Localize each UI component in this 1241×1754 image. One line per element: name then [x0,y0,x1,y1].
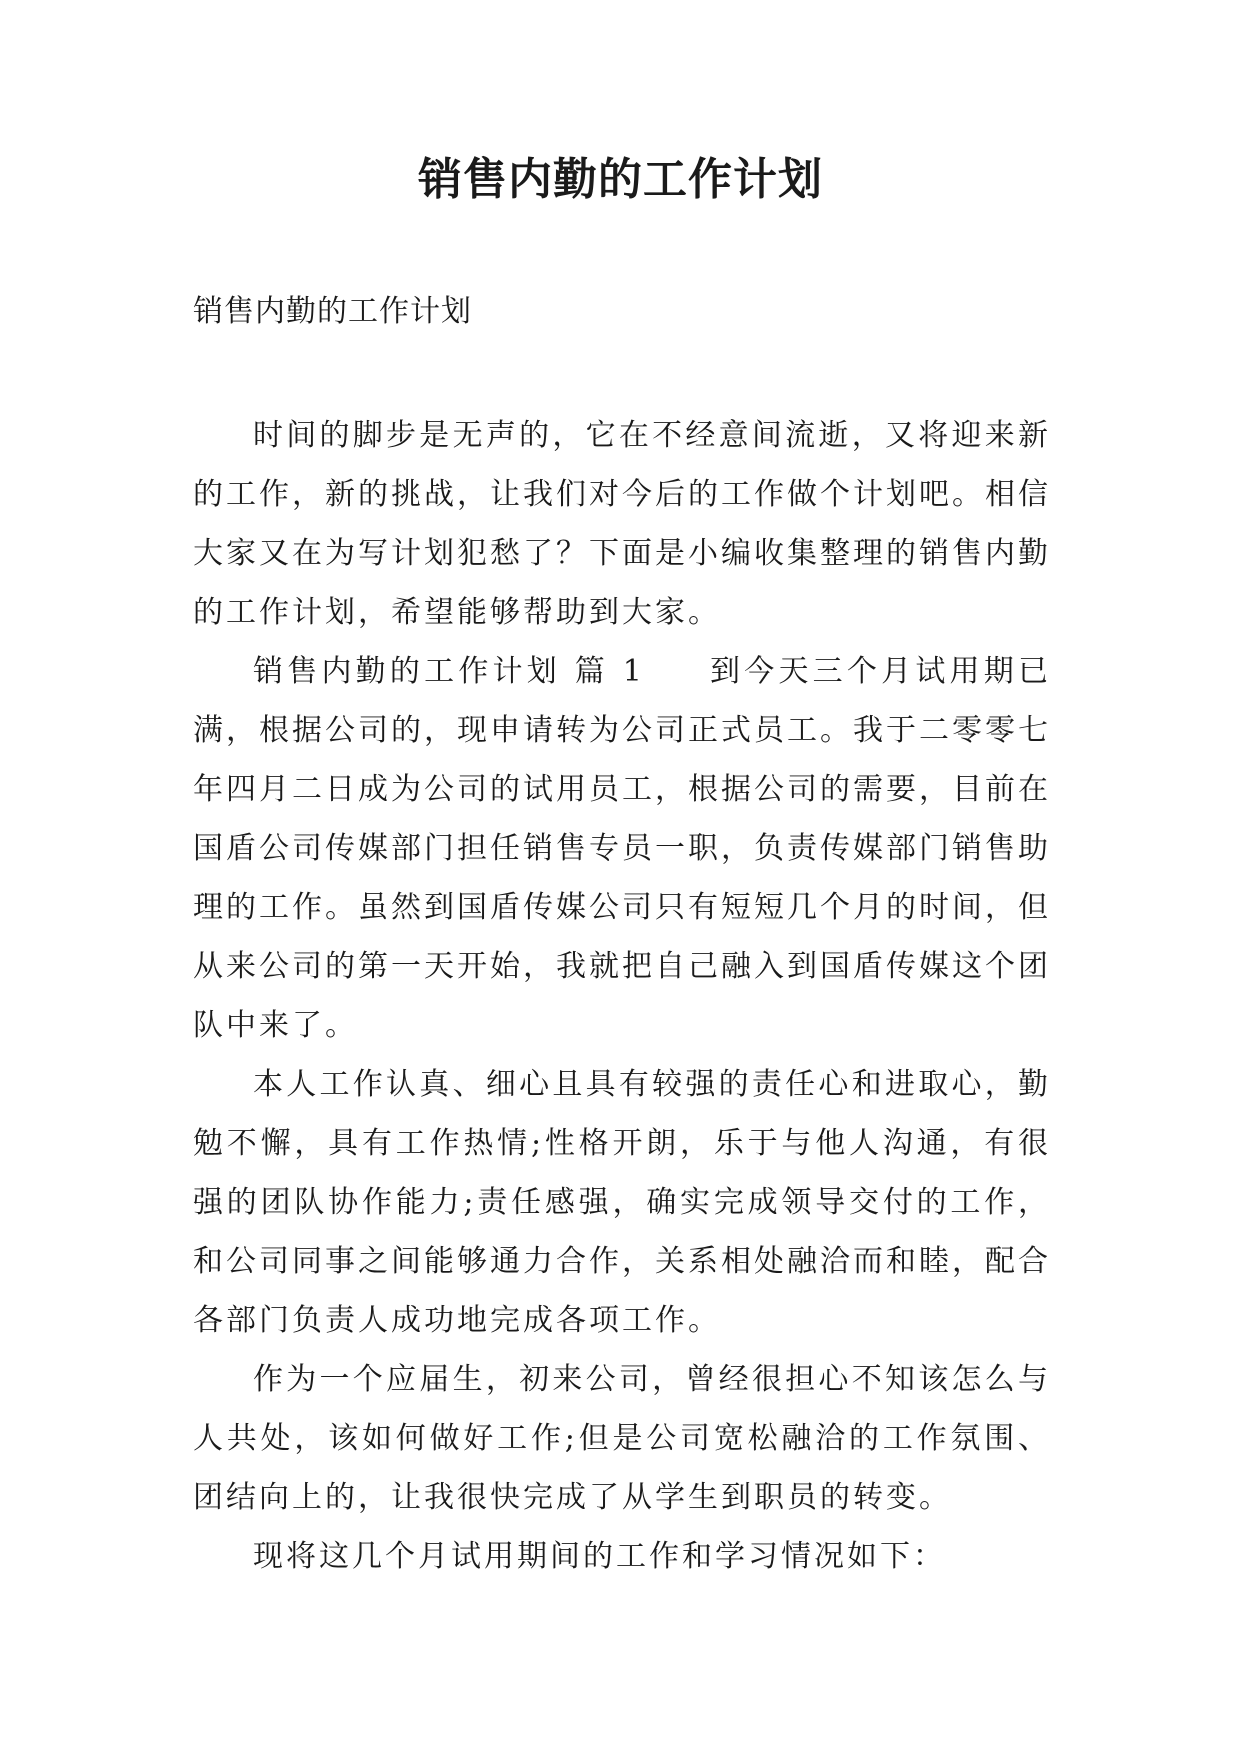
paragraph-adaptation: 作为一个应届生，初来公司，曾经很担心不知该怎么与人共处，该如何做好工作;但是公司宽松融洽的工作氛围、团结向上的，让我很快完成了从学生到职员的转变。 [193,1362,1051,1515]
section-text: 到今天三个月试用期已满，根据公司的，现申请转为公司正式员工。我于二零零七年四月二日成为公司的试用员工，根据公司的需要，目前在国盾公司传媒部门担任销售专员一职，负责传媒部门销售助理的工作。虽然到国盾传媒公司只有短短几个月的时间，但从来公司的第一天开始，我就把自己融入到国盾传媒这个团队中来了。 [193,654,1051,1043]
section-heading: 销售内勤的工作计划 篇 1 [253,654,645,689]
paragraph-section-1 [193,642,1051,1055]
paragraph-summary-lead: 现将这几个月试用期间的工作和学习情况如下： [253,1539,946,1574]
paragraph-qualities: 本人工作认真、细心且具有较强的责任心和进取心，勤勉不懈，具有工作热情;性格开朗，乐于与他人沟通，有很强的团队协作能力;责任感强，确实完成领导交付的工作，和公司同事之间能够通力合作，关系相处融洽而和睦，配合各部门负责人成功地完成各项工作。 [193,1067,1051,1338]
paragraph-intro: 时间的脚步是无声的，它在不经意间流逝，又将迎来新的工作，新的挑战，让我们对今后的工作做个计划吧。相信大家又在为写计划犯愁了？下面是小编收集整理的销售内勤的工作计划，希望能够帮助到大家。 [193,418,1051,630]
document-body [193,406,1051,1586]
document-title: 销售内勤的工作计划 [418,154,823,205]
document-subtitle: 销售内勤的工作计划 [193,294,472,329]
